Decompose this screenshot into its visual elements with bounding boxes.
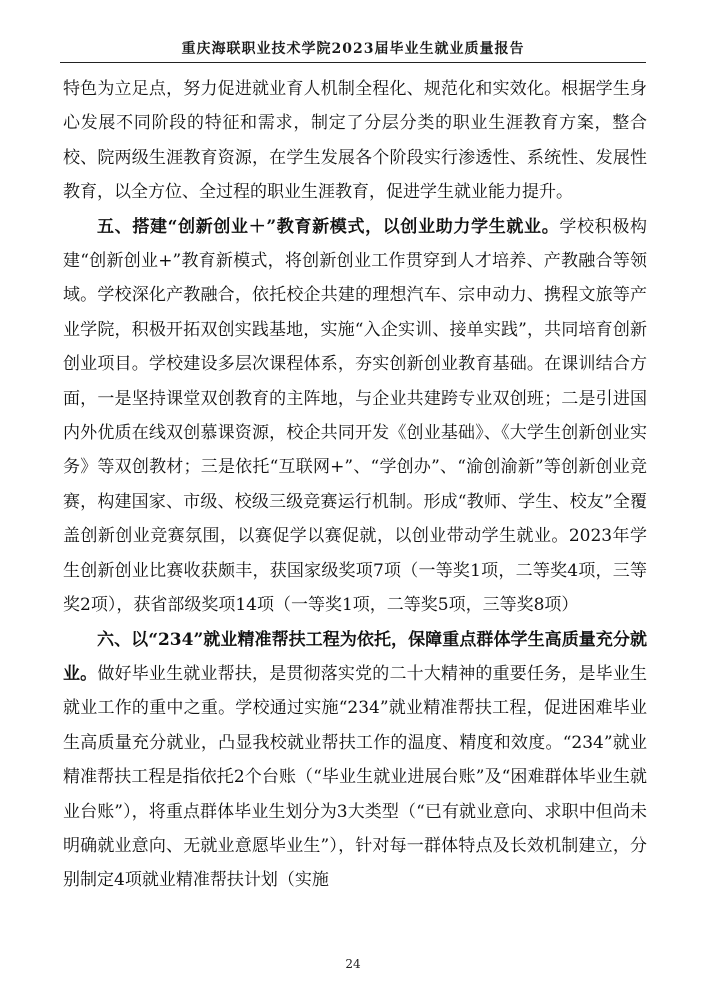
document-body	[63, 72, 647, 898]
paragraph-innovation-entrepreneurship	[63, 210, 647, 623]
section-heading-six: 六、以“234”就业精准帮扶工程为依托，保障重点群体学生高质量充分就业。	[63, 629, 647, 684]
page-header-title: 重庆海联职业技术学院2023届毕业生就业质量报告	[181, 41, 525, 57]
paragraph-career-education	[63, 72, 647, 210]
paragraph-text: 做好毕业生就业帮扶，是贯彻落实党的二十大精神的重要任务，是毕业生就业工作的重中之重。学校通过实施“234”就业精准帮扶工程，促进困难毕业生高质量充分就业，凸显我校就业帮扶工作的温度、精度和效度。“234”就业精准帮扶工程是指依托2个台账（“毕业生就业进展台账”及“困难群体毕业生就业台账”），将重点群体毕业生划分为3大类型（“已有就业意向、求职中但尚未明确就业意向、无就业意愿毕业生”），针对每一群体特点及长效机制建立，分别制定4项就业精准帮扶计划（实施	[63, 663, 648, 891]
paragraph-text: 学校积极构建“创新创业+”教育新模式，将创新创业工作贯穿到人才培养、产教融合等领域。学校深化产教融合，依托校企共建的理想汽车、宗申动力、携程文旅等产业学院，积极开拓双创实践基地，实施“入企实训、接单实践”，共同培育创新创业项目。学校建设多层次课程体系，夯实创新创业教育基础。在课训结合方面，一是坚持课堂双创教育的主阵地，与企业共建跨专业双创班；二是引进国内外优质在线双创慕课资源，校企共同开发《创业基础》、《大学生创新创业实务》等双创教材；三是依托“互联网+”、“学创办”、“渝创渝新”等创新创业竞赛，构建国家、市级、校级三级竞赛运行机制。形成“教师、学生、校友”全覆盖创新创业竞赛氛围，以赛促学以赛促就，以创业带动学生就业。2023年学生创新创业比赛收获颇丰，获国家级奖项7项（一等奖1项，二等奖4项，三等奖2项），获省部级奖项14项（一等奖1项，二等奖5项，三等奖8项）	[63, 216, 647, 616]
page-number: 24	[345, 957, 361, 971]
header-divider	[60, 62, 646, 63]
paragraph-text: 特色为立足点，努力促进就业育人机制全程化、规范化和实效化。根据学生身心发展不同阶段的特征和需求，制定了分层分类的职业生涯教育方案，整合校、院两级生涯教育资源，在学生发展各个阶段实行渗透性、系统性、发展性教育，以全方位、全过程的职业生涯教育，促进学生就业能力提升。	[63, 79, 647, 203]
section-heading-five: 五、搭建“创新创业＋”教育新模式，以创业助力学生就业。	[97, 216, 560, 237]
paragraph-employment-assistance	[63, 623, 647, 898]
